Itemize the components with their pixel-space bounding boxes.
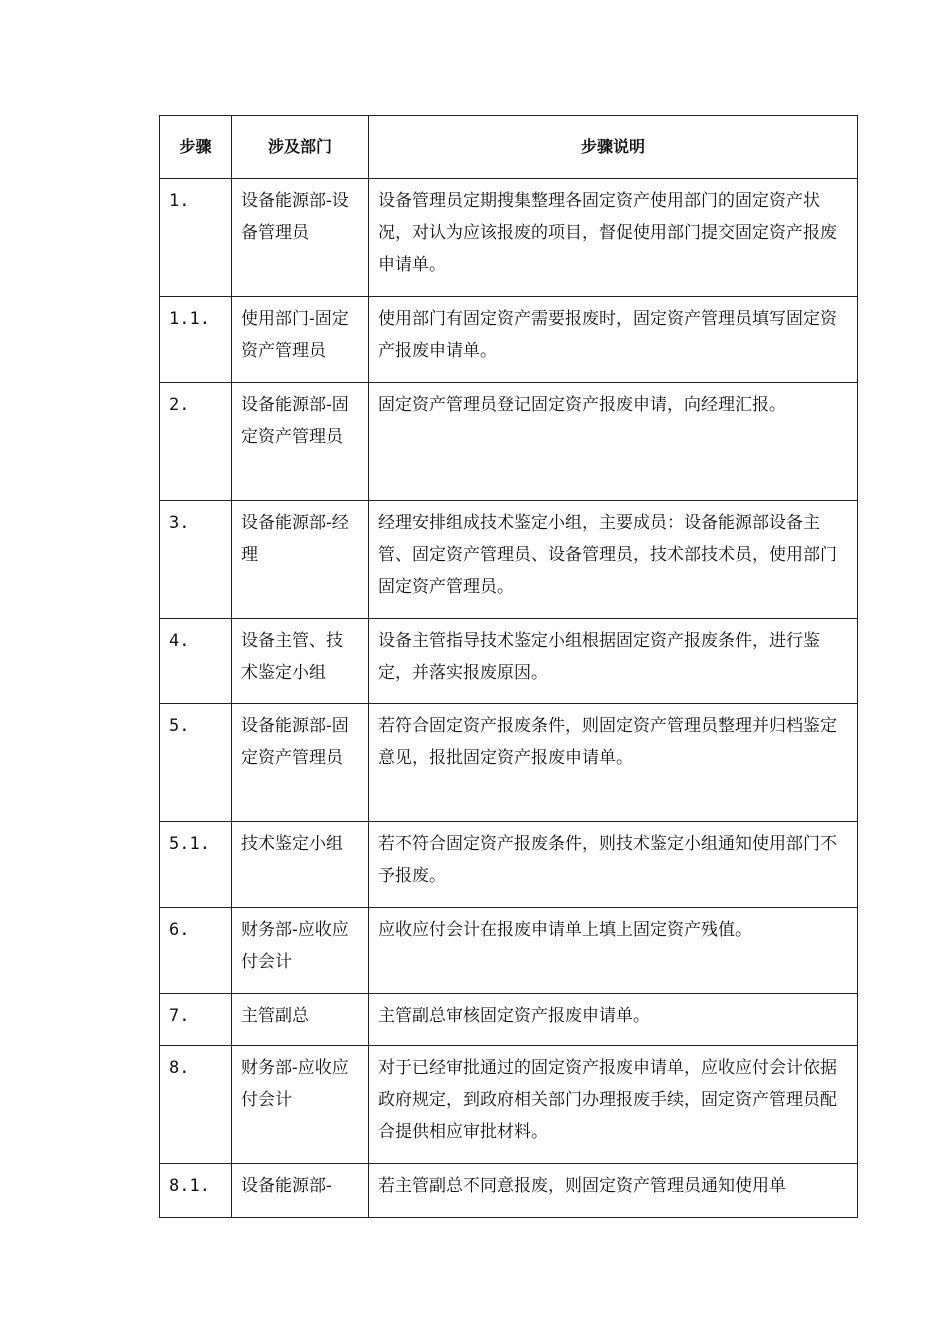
- table-row: [160, 383, 858, 501]
- table-row: [160, 908, 858, 994]
- description-cell: 若符合固定资产报废条件，则固定资产管理员整理并归档鉴定意见，报批固定资产报废申请单。: [369, 704, 858, 822]
- department-cell: 设备能源部-设备管理员: [232, 179, 369, 297]
- department-cell: 财务部-应收应付会计: [232, 1046, 369, 1164]
- department-cell: 技术鉴定小组: [232, 822, 369, 908]
- step-number: 1.1.: [160, 297, 232, 383]
- header-description: 步骤说明: [369, 116, 858, 179]
- step-number: 5.1.: [160, 822, 232, 908]
- step-number: 7.: [160, 994, 232, 1046]
- description-cell: 设备管理员定期搜集整理各固定资产使用部门的固定资产状况，对认为应该报废的项目，督促使用部门提交固定资产报废申请单。: [369, 179, 858, 297]
- procedure-table: [159, 115, 858, 1218]
- table-row: [160, 297, 858, 383]
- table-row: [160, 1046, 858, 1164]
- step-number: 8.: [160, 1046, 232, 1164]
- table-row: [160, 1164, 858, 1218]
- table-row: [160, 501, 858, 619]
- department-cell: 设备能源部-固定资产管理员: [232, 383, 369, 501]
- description-cell: 若不符合固定资产报废条件，则技术鉴定小组通知使用部门不予报废。: [369, 822, 858, 908]
- department-cell: 设备主管、技术鉴定小组: [232, 619, 369, 704]
- header-department: 涉及部门: [232, 116, 369, 179]
- department-cell: 主管副总: [232, 994, 369, 1046]
- table-row: [160, 704, 858, 822]
- description-cell: 固定资产管理员登记固定资产报废申请，向经理汇报。: [369, 383, 858, 501]
- table-row: [160, 619, 858, 704]
- table-row: [160, 994, 858, 1046]
- table-row: [160, 179, 858, 297]
- step-number: 1.: [160, 179, 232, 297]
- department-cell: 使用部门-固定资产管理员: [232, 297, 369, 383]
- department-cell: 设备能源部-固定资产管理员: [232, 704, 369, 822]
- step-number: 6.: [160, 908, 232, 994]
- description-cell: 使用部门有固定资产需要报废时，固定资产管理员填写固定资产报废申请单。: [369, 297, 858, 383]
- step-number: 8.1.: [160, 1164, 232, 1218]
- department-cell: 设备能源部-: [232, 1164, 369, 1218]
- step-number: 5.: [160, 704, 232, 822]
- description-cell: 对于已经审批通过的固定资产报废申请单，应收应付会计依据政府规定，到政府相关部门办理报废手续，固定资产管理员配合提供相应审批材料。: [369, 1046, 858, 1164]
- department-cell: 财务部-应收应付会计: [232, 908, 369, 994]
- description-cell: 设备主管指导技术鉴定小组根据固定资产报废条件，进行鉴定，并落实报废原因。: [369, 619, 858, 704]
- table-row: [160, 822, 858, 908]
- description-cell: 应收应付会计在报废申请单上填上固定资产残值。: [369, 908, 858, 994]
- table-header-row: [160, 116, 858, 179]
- description-cell: 经理安排组成技术鉴定小组，主要成员：设备能源部设备主管、固定资产管理员、设备管理员，技术部技术员，使用部门固定资产管理员。: [369, 501, 858, 619]
- step-number: 3.: [160, 501, 232, 619]
- department-cell: 设备能源部-经理: [232, 501, 369, 619]
- step-number: 2.: [160, 383, 232, 501]
- description-cell: 主管副总审核固定资产报废申请单。: [369, 994, 858, 1046]
- header-step: 步骤: [160, 116, 232, 179]
- description-cell: 若主管副总不同意报废，则固定资产管理员通知使用单: [369, 1164, 858, 1218]
- step-number: 4.: [160, 619, 232, 704]
